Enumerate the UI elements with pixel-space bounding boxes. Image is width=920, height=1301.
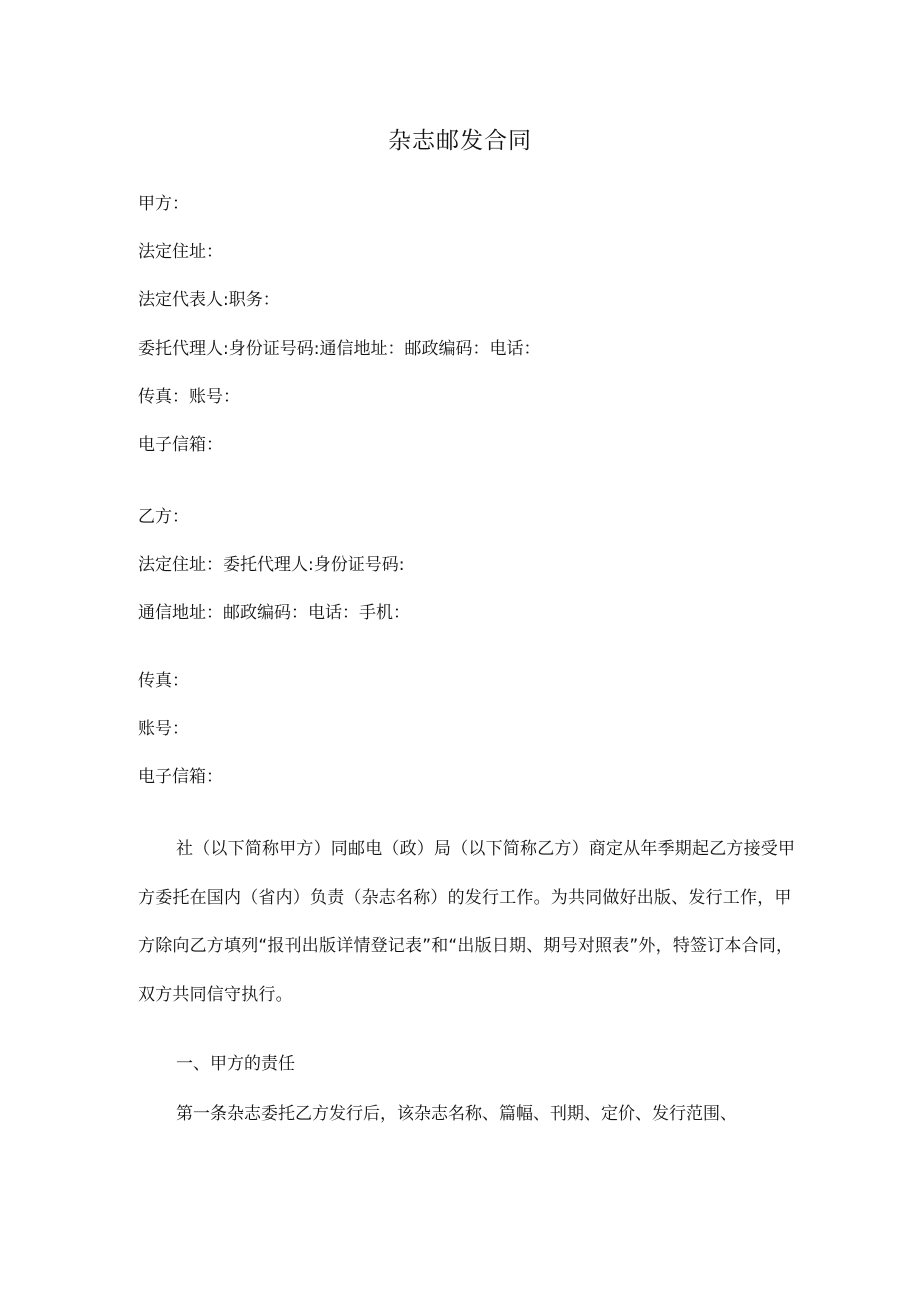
party-a-agent: 委托代理人:身份证号码:通信地址：邮政编码：电话： — [138, 339, 541, 359]
party-b-fax: 传真： — [138, 671, 189, 691]
article-paragraph: 第一条杂志委托乙方发行后，该杂志名称、篇幅、刊期、定价、发行范围、 — [176, 1104, 737, 1124]
party-a-address: 法定住址： — [138, 242, 223, 262]
party-a-label: 甲方： — [138, 194, 189, 214]
party-b-label: 乙方： — [138, 507, 189, 527]
party-a-representative: 法定代表人:职务： — [138, 290, 280, 310]
section-heading: 一、甲方的责任 — [176, 1054, 295, 1074]
intro-paragraph: 社（以下简称甲方）同邮电（政）局（以下简称乙方）商定从年季期起乙方接受甲方委托在国内（省内）负责（杂志名称）的发行工作。为共同做好出版、发行工作，甲方除向乙方填列“报刊出版详情登记表”和“出版日期、期号对照表”外，特签订本合同，双方共同信守执行。 — [138, 839, 796, 1005]
party-b-account: 账号： — [138, 719, 189, 739]
party-a-email: 电子信箱： — [138, 435, 223, 455]
party-b-email: 电子信箱： — [138, 767, 223, 787]
party-a-fax-account: 传真：账号： — [138, 387, 240, 407]
party-b-contact: 通信地址：邮政编码：电话：手机： — [138, 603, 410, 623]
party-b-address-agent: 法定住址：委托代理人:身份证号码: — [138, 555, 405, 575]
document-title: 杂志邮发合同 — [388, 128, 532, 154]
